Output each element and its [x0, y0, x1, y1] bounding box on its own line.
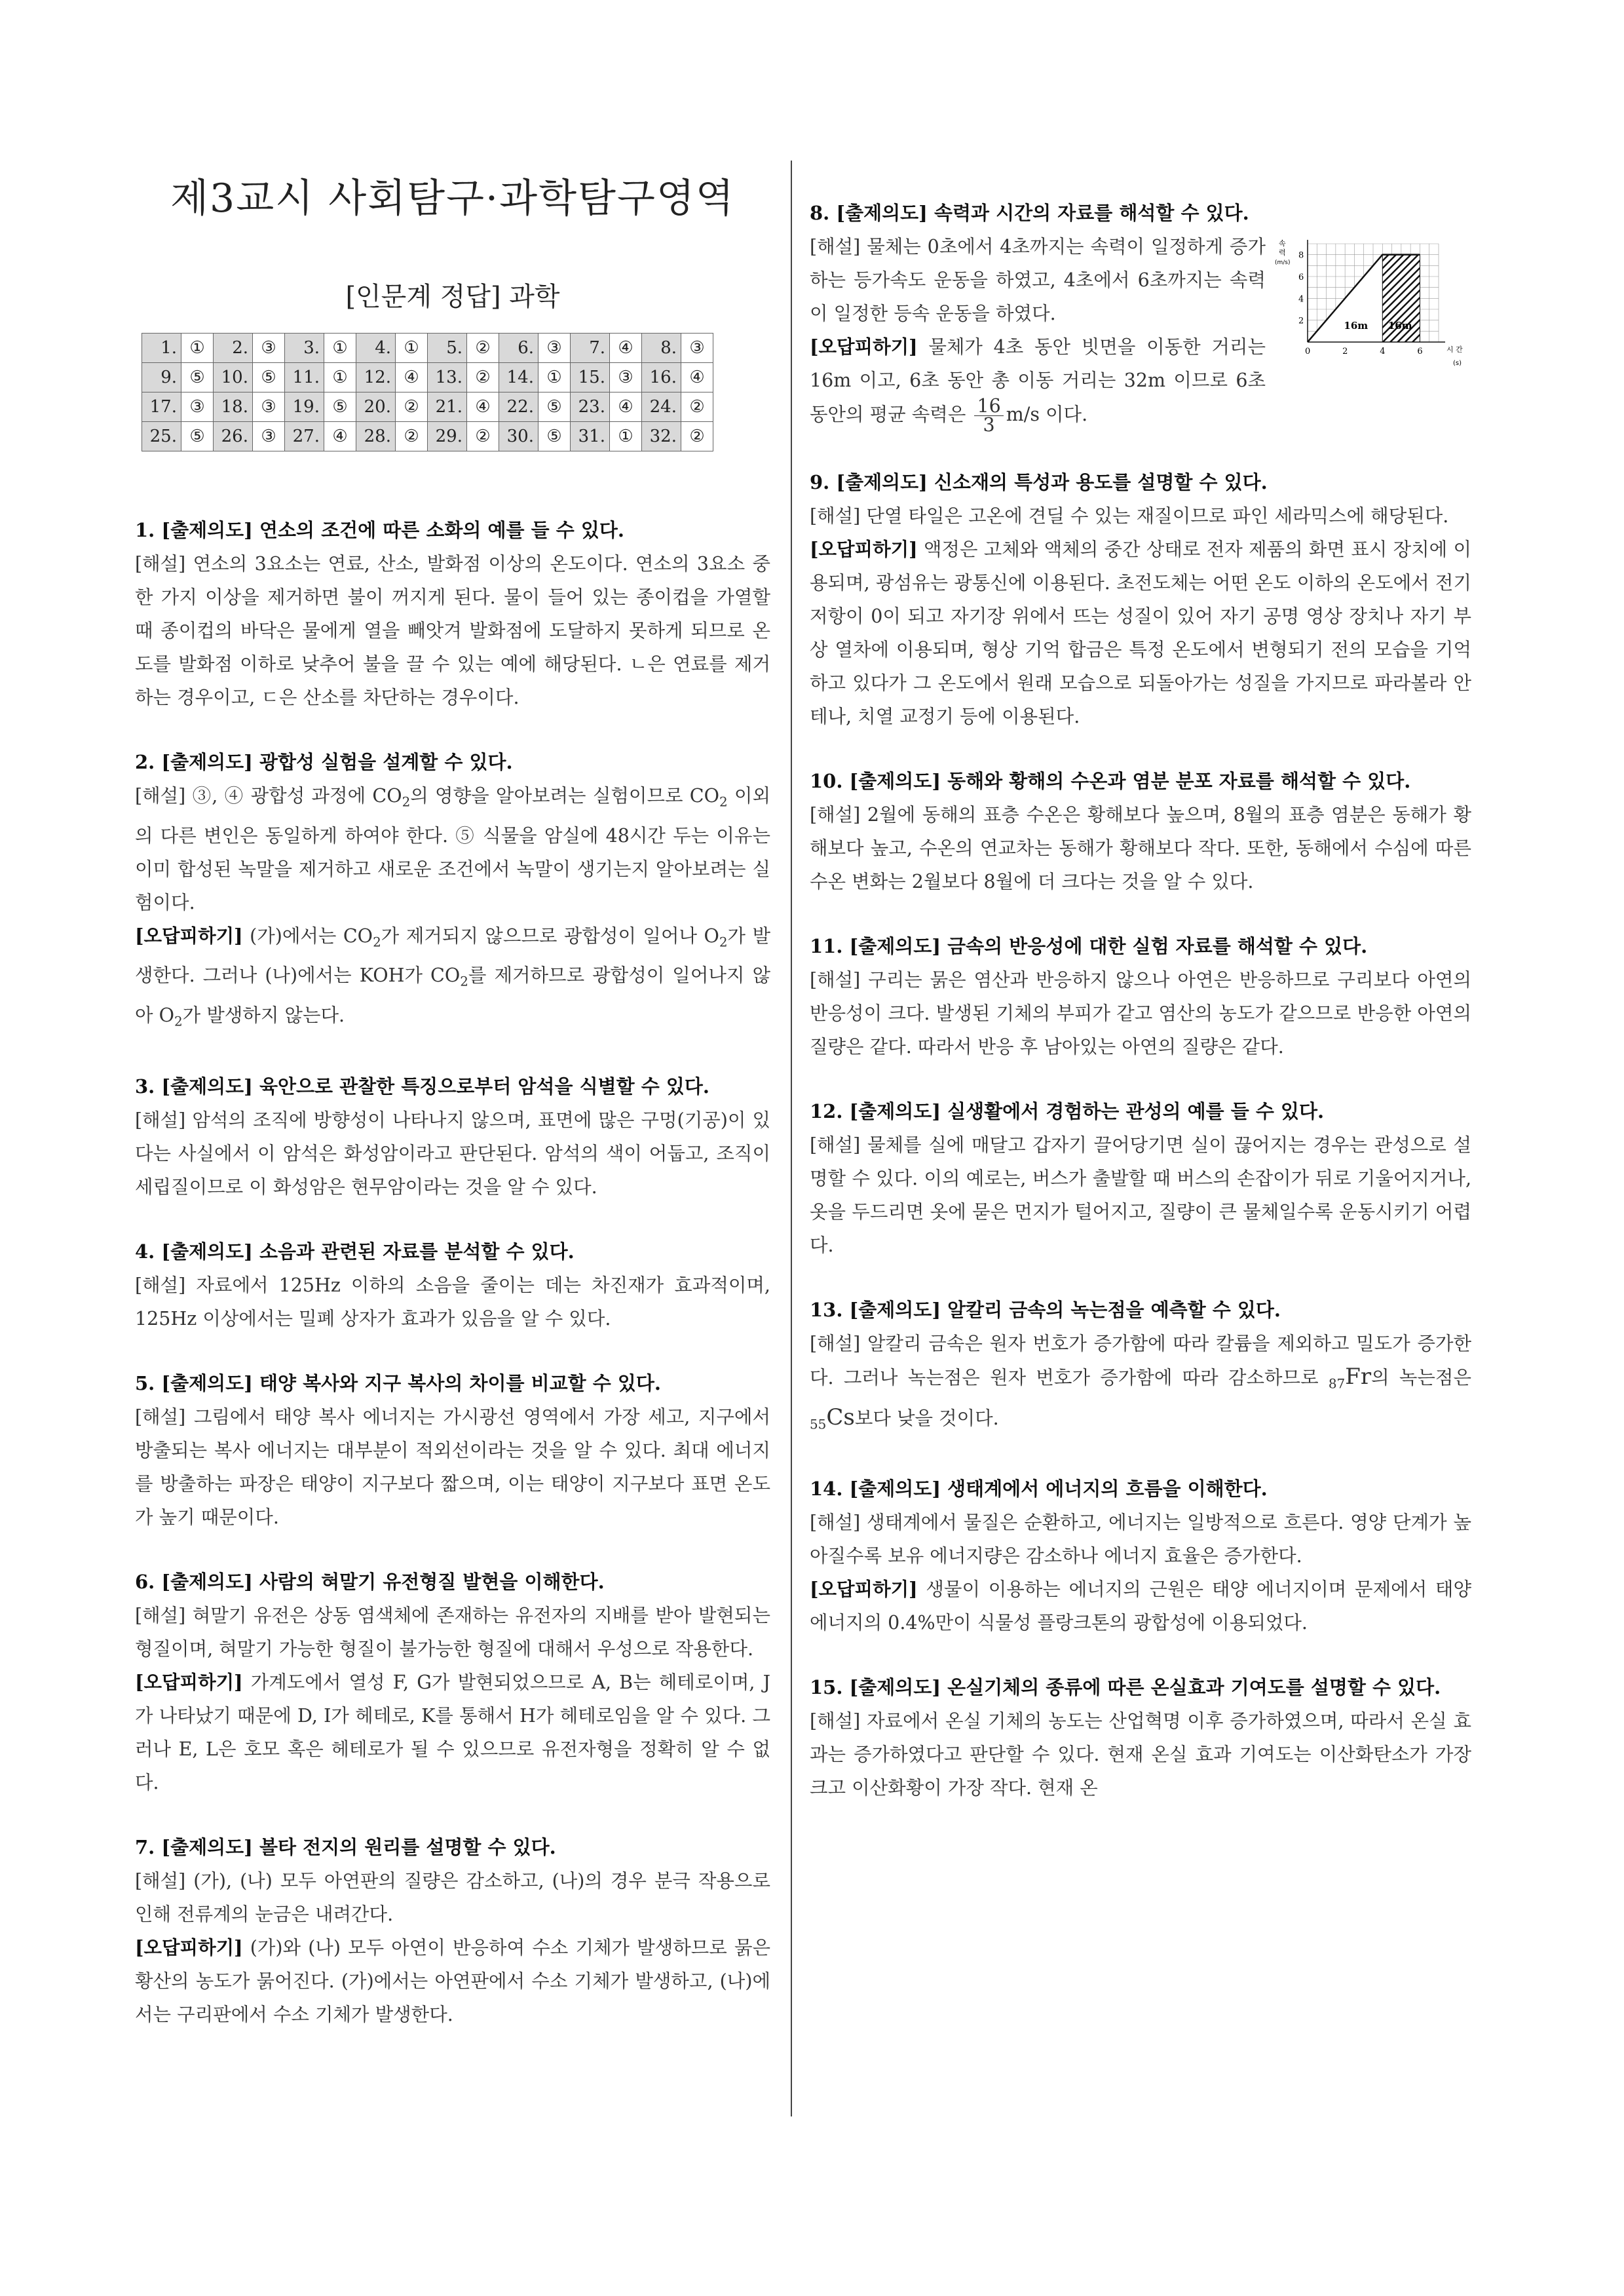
column-divider	[791, 161, 792, 2116]
answer-choice: ③	[253, 334, 285, 363]
answer-number: 19.	[285, 392, 324, 422]
question-11	[810, 930, 1471, 1063]
answer-row	[142, 392, 713, 422]
answer-key-subtitle: [인문계 정답] 과학	[345, 282, 560, 312]
left-column	[135, 161, 770, 2031]
answer-number: 21.	[428, 392, 467, 422]
x-tick-label: 4	[1380, 347, 1386, 356]
x-tick-label: 0	[1305, 347, 1311, 356]
explanation: [해설] 혀말기 유전은 상동 염색체에 존재하는 유전자의 지배를 받아 발현되는 형질이며, 혀말기 가능한 형질이 불가능한 형질에 대해서 우성으로 작용한다.	[135, 1604, 770, 1660]
answer-number: 10.	[214, 363, 253, 392]
answer-choice: ②	[467, 422, 499, 451]
explanation: [해설] 2월에 동해의 표층 수온은 황해보다 높으며, 8월의 표층 염분은 동해가 황해보다 높고, 수온의 연교차는 동해가 황해보다 작다. 또한, 동해에서 수심에 따른 수온 변화는 2월보다 8월에 더 크다는 것을 알 수 있다.	[810, 804, 1471, 892]
explanation: [해설] 암석의 조직에 방향성이 나타나지 않으며, 표면에 많은 구멍(기공)이 있다는 사실에서 이 암석은 화성암이라고 판단된다. 암석의 색이 어둡고, 조직이 세립질이므로 이 화성암은 현무암이라는 것을 알 수 있다.	[135, 1109, 770, 1198]
answer-number: 28.	[356, 422, 396, 451]
answer-number: 15.	[571, 363, 610, 392]
velocity-time-chart	[1275, 234, 1471, 372]
answer-number: 23.	[571, 392, 610, 422]
answer-number: 26.	[214, 422, 253, 451]
question-heading: 14. [출제의도] 생태계에서 에너지의 흐름을 이해한다.	[810, 1478, 1268, 1501]
answer-choice: ④	[467, 392, 499, 422]
question-15	[810, 1671, 1471, 1805]
answer-choice: ④	[610, 392, 642, 422]
answer-choice: ④	[681, 363, 713, 392]
answer-number: 17.	[142, 392, 181, 422]
answer-number: 5.	[428, 334, 467, 363]
answer-number: 22.	[499, 392, 538, 422]
explanation: [해설] 물체는 0초에서 4초까지는 속력이 일정하게 증가하는 등가속도 운동을 하였고, 4초에서 6초까지는 속력이 일정한 등속 운동을 하였다.	[810, 236, 1266, 324]
answer-row	[142, 422, 713, 451]
answer-number: 7.	[571, 334, 610, 363]
svg-text:(m/s): (m/s)	[1275, 259, 1291, 266]
question-10	[810, 765, 1471, 898]
question-heading: 8. [출제의도] 속력과 시간의 자료를 해석할 수 있다.	[810, 202, 1249, 224]
answer-choice: ③	[681, 334, 713, 363]
question-heading: 2. [출제의도] 광합성 실험을 설계할 수 있다.	[135, 751, 513, 773]
explanation: [해설] 알칼리 금속은 원자 번호가 증가함에 따라 칼륨을 제외하고 밀도가 증가한다. 그러나 녹는점은 원자 번호가 증가함에 따라 감소하므로 $_{87}$Fr의 녹는점은 $_{55}$Cs보다 낮을 것이다.	[810, 1333, 1472, 1432]
answer-number: 25.	[142, 422, 181, 451]
answer-number: 4.	[356, 334, 396, 363]
answer-choice: ②	[681, 392, 713, 422]
y-tick-label: 4	[1298, 294, 1304, 305]
question-12	[810, 1095, 1471, 1262]
answer-row	[142, 363, 713, 392]
explanation: [해설] 물체를 실에 매달고 갑자기 끌어당기면 실이 끊어지는 경우는 관성으로 설명할 수 있다. 이의 예로는, 버스가 출발할 때 버스의 손잡이가 뒤로 기울어지거나, 옷을 두드리면 옷에 묻은 먼지가 털어지고, 질량이 큰 물체일수록 운동시키기 어렵다.	[810, 1134, 1472, 1256]
page-title: 제3교시 사회탐구·과학탐구영역	[170, 176, 735, 221]
y-tick-label: 6	[1298, 273, 1304, 282]
y-tick-label: 8	[1298, 250, 1304, 261]
answer-choice: ①	[324, 334, 356, 363]
answer-choice: ①	[538, 363, 571, 392]
question-heading: 12. [출제의도] 실생활에서 경험하는 관성의 예를 들 수 있다.	[810, 1100, 1325, 1122]
answer-choice: ①	[396, 334, 428, 363]
answer-choice: ④	[610, 334, 642, 363]
explanation: [해설] 연소의 3요소는 연료, 산소, 발화점 이상의 온도이다. 연소의 3요소 중 한 가지 이상을 제거하면 불이 꺼지게 된다. 물이 들어 있는 종이컵을 가열할 때 종이컵의 바닥은 물에게 열을 빼앗겨 발화점에 도달하지 못하게 되므로 온도를 발화점 이하로 낮추어 불을 끌 수 있는 예에 해당된다. ㄴ은 연료를 제거하는 경우이고, ㄷ은 산소를 차단하는 경우이다.	[135, 553, 770, 708]
answer-choice: ④	[324, 422, 356, 451]
wrong-answer-note: [오답피하기] (가)와 (나) 모두 아연이 반응하여 수소 기체가 발생하므로 묽은 황산의 농도가 묽어진다. (가)에서는 아연판에서 수소 기체가 발생하고, (나)에서는 구리판에서 수소 기체가 발생한다.	[135, 1936, 771, 2025]
answer-choice: ⑤	[181, 422, 214, 451]
explanation: [해설] 구리는 묽은 염산과 반응하지 않으나 아연은 반응하므로 구리보다 아연의 반응성이 크다. 발생된 기체의 부피가 같고 염산의 농도가 같으므로 반응한 아연의 질량은 같다. 따라서 반응 후 남아있는 아연의 질량은 같다.	[810, 969, 1471, 1058]
wrong-answer-note: [오답피하기] 생물이 이용하는 에너지의 근원은 태양 에너지이며 문제에서 태양 에너지의 0.4%만이 식물성 플랑크톤의 광합성에 이용되었다.	[810, 1578, 1471, 1634]
answer-number: 1.	[142, 334, 181, 363]
answer-choice: ⑤	[538, 392, 571, 422]
answer-number: 9.	[142, 363, 181, 392]
fraction: $\frac{16}{3}$	[974, 397, 1003, 434]
answer-number: 29.	[428, 422, 467, 451]
svg-text:력: 력	[1279, 248, 1286, 257]
explanation: [해설] 그림에서 태양 복사 에너지는 가시광선 영역에서 가장 세고, 지구에서 방출되는 복사 에너지는 대부분이 적외선이라는 것을 알 수 있다. 최대 에너지를 방출하는 파장은 태양이 지구보다 짧으며, 이는 태양이 지구보다 표면 온도가 높기 때문이다.	[135, 1406, 770, 1528]
answer-choice: ④	[396, 363, 428, 392]
answer-number: 3.	[285, 334, 324, 363]
svg-text:속: 속	[1279, 239, 1286, 248]
question-heading: 4. [출제의도] 소음과 관련된 자료를 분석할 수 있다.	[135, 1240, 575, 1263]
explanation: [해설] 자료에서 125Hz 이하의 소음을 줄이는 데는 차진재가 효과적이며, 125Hz 이상에서는 밀폐 상자가 효과가 있음을 알 수 있다.	[135, 1274, 770, 1330]
area-label-const: 16m	[1388, 320, 1412, 332]
answer-choice: ⑤	[538, 422, 571, 451]
velocity-time-graph	[1275, 234, 1471, 372]
answer-number: 14.	[499, 363, 538, 392]
answer-number: 30.	[499, 422, 538, 451]
answer-choice: ⑤	[181, 363, 214, 392]
question-8	[810, 197, 1471, 434]
question-13	[810, 1293, 1471, 1441]
question-heading: 5. [출제의도] 태양 복사와 지구 복사의 차이를 비교할 수 있다.	[135, 1371, 662, 1394]
answer-choice: ③	[538, 334, 571, 363]
question-heading: 3. [출제의도] 육안으로 관찰한 특징으로부터 암석을 식별할 수 있다.	[135, 1075, 709, 1098]
question-heading: 7. [출제의도] 볼타 전지의 원리를 설명할 수 있다.	[135, 1835, 556, 1858]
svg-text:시 간: 시 간	[1446, 345, 1463, 354]
question-1	[135, 514, 770, 714]
y-axis-label	[1275, 239, 1291, 266]
question-9	[810, 466, 1471, 733]
answer-choice: ③	[610, 363, 642, 392]
question-heading: 6. [출제의도] 사람의 혀말기 유전형질 발현을 이해한다.	[135, 1570, 605, 1593]
explanation: [해설] (가), (나) 모두 아연판의 질량은 감소하고, (나)의 경우 분극 작용으로 인해 전류계의 눈금은 내려간다.	[135, 1869, 770, 1925]
explanation: [해설] 자료에서 온실 기체의 농도는 산업혁명 이후 증가하였으며, 따라서 온실 효과는 증가하였다고 판단할 수 있다. 현재 온실 효과 기여도는 이산화탄소가 가장 크고 이산화황이 가장 작다. 현재 온	[810, 1710, 1472, 1799]
question-heading: 11. [출제의도] 금속의 반응성에 대한 실험 자료를 해석할 수 있다.	[810, 935, 1368, 957]
answer-choice: ①	[324, 363, 356, 392]
question-3	[135, 1070, 770, 1204]
question-2	[135, 746, 770, 1039]
question-5	[135, 1367, 770, 1534]
svg-text:(s): (s)	[1453, 360, 1462, 367]
question-heading: 1. [출제의도] 연소의 조건에 따른 소화의 예를 들 수 있다.	[135, 519, 624, 541]
question-heading: 13. [출제의도] 알칼리 금속의 녹는점을 예측할 수 있다.	[810, 1299, 1281, 1321]
wrong-answer-note: [오답피하기] 액정은 고체와 액체의 중간 상태로 전자 제품의 화면 표시 장치에 이용되며, 광섬유는 광통신에 이용된다. 초전도체는 어떤 온도 이하의 온도에서 전기 저항이 0이 되고 자기장 위에서 뜨는 성질이 있어 자기 공명 영상 장치나 자기 부상 열차에 이용되며, 형상 기억 합금은 특정 온도에서 변형되기 전의 모습을 기억하고 있다가 그 온도에서 원래 모습으로 되돌아가는 성질을 가지므로 파라볼라 안테나, 치열 교정기 등에 이용된다.	[810, 538, 1471, 727]
area-label-accel: 16m	[1344, 320, 1369, 332]
answer-table	[142, 333, 713, 451]
question-heading: 9. [출제의도] 신소재의 특성과 용도를 설명할 수 있다.	[810, 471, 1268, 493]
question-14	[810, 1472, 1471, 1639]
explanation: [해설] ③, ④ 광합성 과정에 $CO_2$의 영향을 알아보려는 실험이므로 $CO_2$ 이외의 다른 변인은 동일하게 하여야 한다. ⑤ 식물을 암실에 48시간 두는 이유는 이미 합성된 녹말을 제거하고 새로운 조건에서 녹말이 생기는지 알아보려는 실험이다.	[135, 785, 770, 913]
wrong-answer-note: [오답피하기] 가계도에서 열성 F, G가 발현되었으므로 A, B는 헤테로이며, J가 나타났기 때문에 D, I가 헤테로, K를 통해서 H가 헤테로임을 알 수 있다. 그러나 E, L은 호모 혹은 헤테로가 될 수 있으므로 유전자형을 정확히 알 수 없다.	[135, 1670, 771, 1793]
answer-choice: ③	[253, 392, 285, 422]
answer-number: 11.	[285, 363, 324, 392]
answer-number: 12.	[356, 363, 396, 392]
answer-row	[142, 334, 713, 363]
answer-choice: ①	[610, 422, 642, 451]
answer-choice: ③	[253, 422, 285, 451]
answer-number: 6.	[499, 334, 538, 363]
wrong-answer-note: [오답피하기] (가)에서는 $CO_2$가 제거되지 않으므로 광합성이 일어나 $O_2$가 발생한다. 그러나 (나)에서는 KOH가 $CO_2$를 제거하므로 광합성이 일어나지 않아 $O_2$가 발생하지 않는다.	[135, 924, 771, 1029]
answer-choice: ⑤	[324, 392, 356, 422]
answer-number: 8.	[642, 334, 681, 363]
x-axis-label	[1446, 345, 1463, 367]
answer-number: 32.	[642, 422, 681, 451]
question-6	[135, 1565, 770, 1799]
answer-choice: ②	[681, 422, 713, 451]
question-heading: 15. [출제의도] 온실기체의 종류에 따른 온실효과 기여도를 설명할 수 있다.	[810, 1676, 1441, 1699]
explanation: [해설] 생태계에서 물질은 순환하고, 에너지는 일방적으로 흐른다. 영양 단계가 높아질수록 보유 에너지량은 감소하나 에너지 효율은 증가한다.	[810, 1512, 1472, 1567]
answer-choice: ②	[396, 422, 428, 451]
y-tick-label: 2	[1298, 316, 1304, 326]
explanation: [해설] 단열 타일은 고온에 견딜 수 있는 재질이므로 파인 세라믹스에 해당된다.	[810, 505, 1449, 527]
answer-number: 27.	[285, 422, 324, 451]
answer-choice: ②	[467, 363, 499, 392]
answer-number: 2.	[214, 334, 253, 363]
x-tick-label: 2	[1342, 347, 1348, 356]
answer-number: 20.	[356, 392, 396, 422]
answer-choice: ③	[181, 392, 214, 422]
right-column	[810, 197, 1471, 1805]
wrong-answer-note: [오답피하기] 물체가 4초 동안 빗면을 이동한 거리는 16m 이고, 6초 동안 총 이동 거리는 32m 이므로 6초 동안의 평균 속력은 $\frac{16}{3}$ m/s 이다.	[810, 335, 1266, 436]
x-tick-label: 6	[1417, 347, 1423, 356]
answer-choice: ②	[396, 392, 428, 422]
answer-choice: ②	[467, 334, 499, 363]
question-7	[135, 1831, 770, 2031]
answer-choice: ①	[181, 334, 214, 363]
answer-number: 16.	[642, 363, 681, 392]
answer-number: 31.	[571, 422, 610, 451]
question-heading: 10. [출제의도] 동해와 황해의 수온과 염분 분포 자료를 해석할 수 있다.	[810, 770, 1411, 792]
answer-number: 24.	[642, 392, 681, 422]
answer-choice: ⑤	[253, 363, 285, 392]
question-4	[135, 1235, 770, 1335]
answer-number: 18.	[214, 392, 253, 422]
answer-number: 13.	[428, 363, 467, 392]
